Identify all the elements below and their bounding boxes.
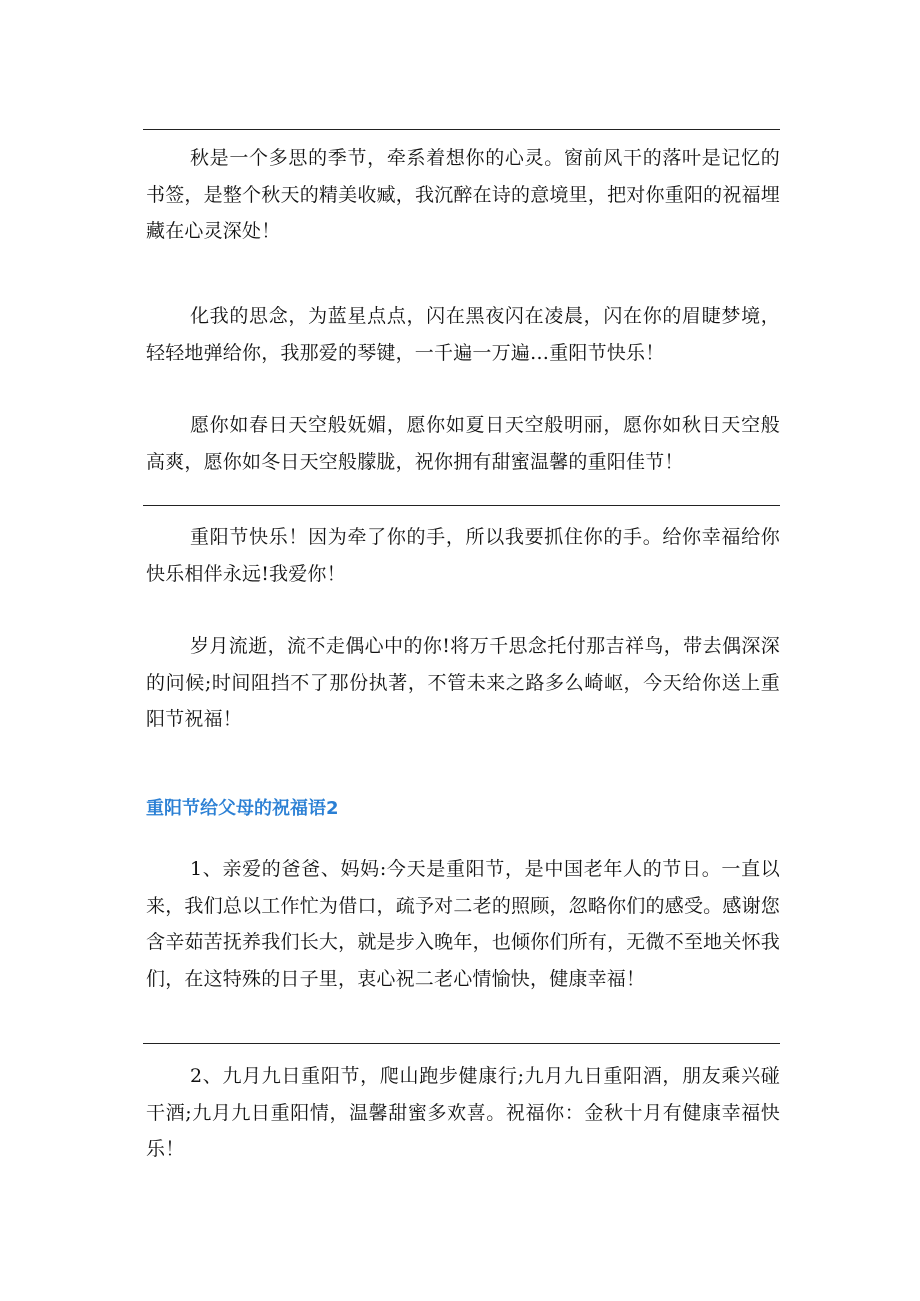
- paragraph-4: 重阳节快乐！因为牵了你的手，所以我要抓住你的手。给你幸福给你快乐相伴永远!我爱你！: [146, 526, 780, 585]
- numbered-item-1: 1、亲爱的爸爸、妈妈:今天是重阳节，是中国老年人的节日。一直以来，我们总以工作忙为借口，疏予对二老的照顾，忽略你们的感受。感谢您含辛茹苦抚养我们长大，就是步入晚年，也倾你们所有，无微不至地关怀我们，在这特殊的日子里，衷心祝二老心情愉快，健康幸福！: [146, 858, 780, 990]
- divider-middle: [143, 505, 780, 506]
- paragraph-1: 秋是一个多思的季节，牵系着想你的心灵。窗前风干的落叶是记忆的书签，是整个秋天的精美收臧，我沉醉在诗的意境里，把对你重阳的祝福埋藏在心灵深处！: [146, 147, 780, 242]
- paragraph-3: 愿你如春日天空般妩媚，愿你如夏日天空般明丽，愿你如秋日天空般高爽，愿你如冬日天空般朦胧，祝你拥有甜蜜温馨的重阳佳节！: [146, 414, 780, 473]
- divider-bottom: [143, 1043, 780, 1044]
- paragraph-2: 化我的思念，为蓝星点点，闪在黑夜闪在凌晨，闪在你的眉睫梦境，轻轻地弹给你，我那爱的琴键，一千遍一万遍…重阳节快乐！: [146, 305, 780, 364]
- paragraph-5: 岁月流逝，流不走偶心中的你!将万千思念托付那吉祥鸟，带去偶深深的问候;时间阻挡不了那份执著，不管未来之路多么崎岖，今天给你送上重阳节祝福！: [146, 635, 780, 730]
- numbered-item-2: 2、九月九日重阳节，爬山跑步健康行;九月九日重阳酒，朋友乘兴碰干酒;九月九日重阳情，温馨甜蜜多欢喜。祝福你：金秋十月有健康幸福快乐！: [146, 1065, 780, 1160]
- divider-top: [143, 129, 780, 130]
- section-heading: 重阳节给父母的祝福语2: [146, 798, 339, 819]
